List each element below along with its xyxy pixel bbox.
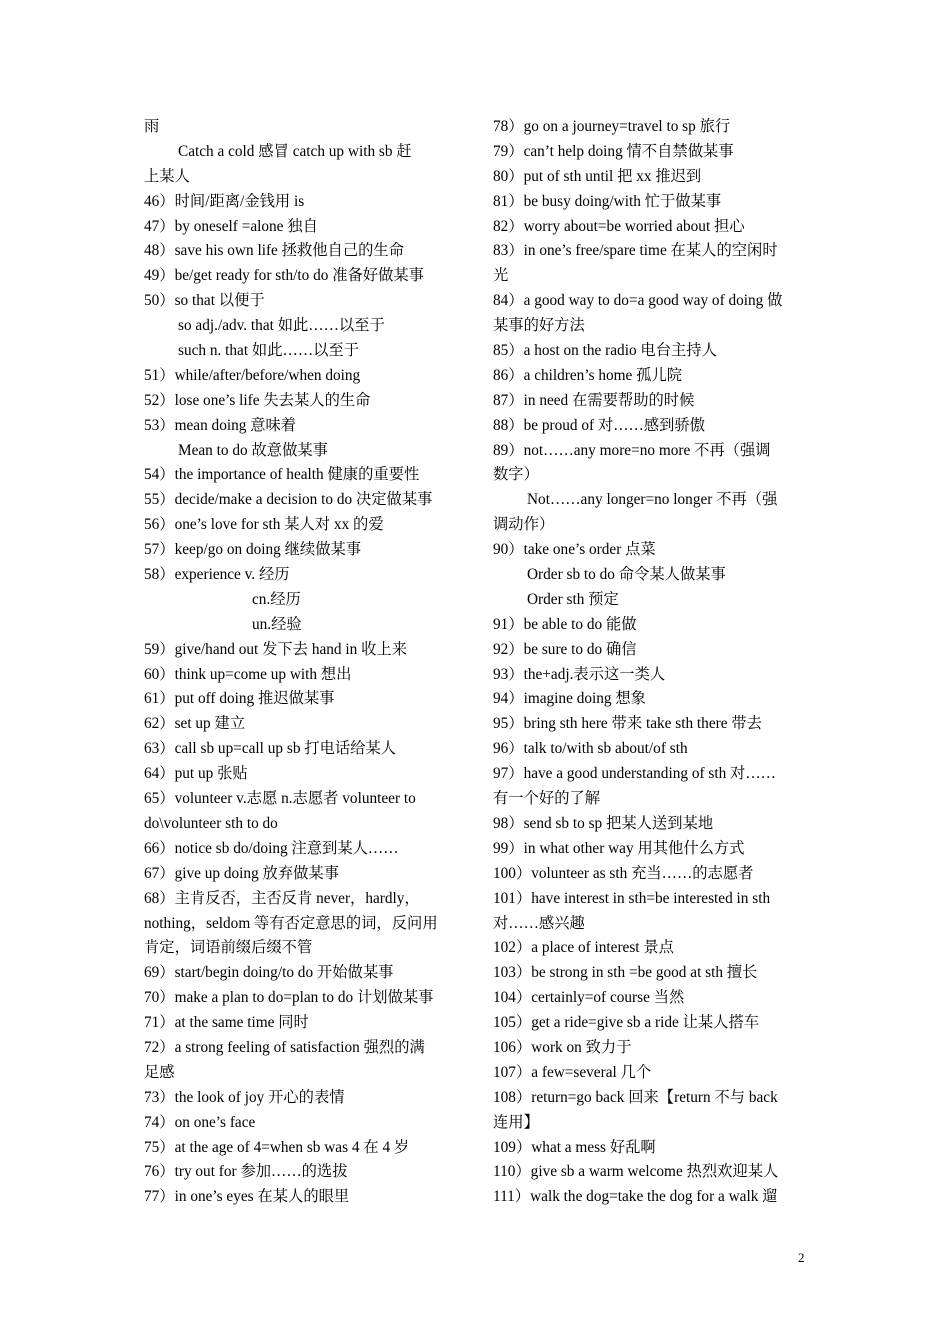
- text-line: Order sb to do 命令某人做某事: [527, 566, 726, 584]
- text-line: 110）give sb a warm welcome 热烈欢迎某人: [493, 1163, 779, 1181]
- text-line: 76）try out for 参加……的选拔: [144, 1163, 348, 1181]
- text-line: 有一个好的了解: [493, 790, 601, 808]
- text-line: 73）the look of joy 开心的表情: [144, 1088, 345, 1106]
- text-line: 连用】: [493, 1113, 539, 1131]
- text-line: 64）put up 张贴: [144, 765, 248, 783]
- text-line: 60）think up=come up with 想出: [144, 665, 352, 683]
- text-line: 75）at the age of 4=when sb was 4 在 4 岁: [144, 1138, 410, 1156]
- text-line: 95）bring sth here 带来 take sth there 带去: [493, 715, 762, 733]
- text-line: 雨: [144, 118, 160, 135]
- text-line: do\volunteer sth to do: [144, 814, 278, 832]
- text-line: 89）not……any more=no more 不再（强调: [493, 441, 771, 459]
- text-line: 49）be/get ready for sth/to do 准备好做某事: [144, 267, 424, 285]
- text-line: 86）a children’s home 孤儿院: [493, 366, 683, 384]
- text-line: 103）be strong in sth =be good at sth 擅长: [493, 964, 758, 982]
- page-number: 2: [798, 1250, 805, 1265]
- text-line: 100）volunteer as sth 充当……的志愿者: [493, 864, 754, 882]
- text-line: Mean to do 故意做某事: [178, 441, 328, 459]
- text-line: 109）what a mess 好乱啊: [493, 1138, 656, 1156]
- text-line: 108）return=go back 回来【return 不与 back: [493, 1088, 778, 1106]
- text-line: 47）by oneself =alone 独自: [144, 217, 318, 235]
- text-line: 91）be able to do 能做: [493, 615, 637, 633]
- text-line: 52）lose one’s life 失去某人的生命: [144, 391, 371, 409]
- text-line: cn.经历: [252, 590, 301, 608]
- text-line: 90）take one’s order 点菜: [493, 541, 656, 559]
- text-line: 调动作）: [493, 516, 555, 534]
- text-line: 79）can’t help doing 情不自禁做某事: [493, 142, 734, 160]
- text-line: 53）mean doing 意味着: [144, 416, 297, 434]
- text-line: 数字）: [493, 466, 539, 484]
- text-line: 光: [493, 267, 509, 285]
- text-line: 88）be proud of 对……感到骄傲: [493, 416, 706, 434]
- text-line: 104）certainly=of course 当然: [493, 989, 685, 1007]
- text-line: 92）be sure to do 确信: [493, 640, 637, 658]
- text-line: 84）a good way to do=a good way of doing 做: [493, 292, 783, 310]
- text-line: 59）give/hand out 发下去 hand in 收上来: [144, 640, 407, 658]
- text-line: 足感: [144, 1063, 175, 1081]
- text-line: 69）start/begin doing/to do 开始做某事: [144, 964, 394, 982]
- text-line: 85）a host on the radio 电台主持人: [493, 342, 717, 360]
- text-line: 107）a few=several 几个: [493, 1063, 652, 1081]
- text-line: 102）a place of interest 景点: [493, 939, 674, 957]
- text-line: 87）in need 在需要帮助的时候: [493, 391, 695, 409]
- left-column: [144, 115, 460, 1210]
- text-line: 67）give up doing 放弃做某事: [144, 864, 340, 882]
- text-line: 80）put of sth until 把 xx 推迟到: [493, 167, 702, 185]
- text-line: 81）be busy doing/with 忙于做某事: [493, 192, 722, 210]
- text-line: Order sth 预定: [527, 590, 619, 608]
- text-line: 111）walk the dog=take the dog for a walk 遛: [493, 1188, 778, 1206]
- text-line: 61）put off doing 推迟做某事: [144, 690, 335, 708]
- text-line: 94）imagine doing 想象: [493, 690, 646, 708]
- text-line: 106）work on 致力于: [493, 1038, 632, 1056]
- text-line: 82）worry about=be worried about 担心: [493, 217, 745, 235]
- text-line: Not……any longer=no longer 不再（强: [527, 491, 778, 509]
- text-line: 50）so that 以便于: [144, 292, 265, 310]
- text-line: 77）in one’s eyes 在某人的眼里: [144, 1188, 350, 1206]
- text-line: 78）go on a journey=travel to sp 旅行: [493, 118, 731, 135]
- text-line: 105）get a ride=give sb a ride 让某人搭车: [493, 1014, 760, 1032]
- text-line: Catch a cold 感冒 catch up with sb 赶: [178, 142, 412, 160]
- text-line: 101）have interest in sth=be interested in sth: [493, 889, 771, 907]
- text-line: 58）experience v. 经历: [144, 566, 290, 584]
- text-line: 97）have a good understanding of sth 对……: [493, 765, 776, 783]
- text-line: 某事的好方法: [493, 317, 585, 335]
- text-line: 99）in what other way 用其他什么方式: [493, 839, 745, 857]
- text-line: 83）in one’s free/spare time 在某人的空闲时: [493, 242, 778, 260]
- text-line: 71）at the same time 同时: [144, 1014, 309, 1032]
- text-line: 70）make a plan to do=plan to do 计划做某事: [144, 989, 434, 1007]
- text-line: 57）keep/go on doing 继续做某事: [144, 541, 362, 559]
- text-line: 96）talk to/with sb about/of sth: [493, 740, 688, 758]
- text-line: so adj./adv. that 如此……以至于: [178, 317, 385, 335]
- text-line: 62）set up 建立: [144, 715, 246, 733]
- text-line: 63）call sb up=call up sb 打电话给某人: [144, 740, 397, 758]
- text-line: 肯定，词语前缀后缀不管: [144, 939, 313, 957]
- text-line: 66）notice sb do/doing 注意到某人……: [144, 839, 399, 857]
- text-line: 对……感兴趣: [493, 914, 585, 932]
- text-line: 48）save his own life 拯救他自己的生命: [144, 242, 405, 260]
- text-line: 51）while/after/before/when doing: [144, 366, 361, 384]
- text-line: 98）send sb to sp 把某人送到某地: [493, 814, 714, 832]
- text-line: 54）the importance of health 健康的重要性: [144, 466, 420, 484]
- text-line: nothing，seldom 等有否定意思的词，反问用: [144, 914, 438, 932]
- text-line: 68）主肯反否，主否反肯 never，hardly，: [144, 889, 420, 907]
- text-line: 上某人: [144, 167, 190, 185]
- text-line: 65）volunteer v.志愿 n.志愿者 volunteer to: [144, 790, 416, 808]
- right-column: [493, 115, 809, 1210]
- text-line: 46）时间/距离/金钱用 is: [144, 192, 305, 210]
- text-line: 56）one’s love for sth 某人对 xx 的爱: [144, 516, 384, 534]
- text-line: 55）decide/make a decision to do 决定做某事: [144, 491, 433, 509]
- text-line: 93）the+adj.表示这一类人: [493, 665, 666, 683]
- text-line: 72）a strong feeling of satisfaction 强烈的满: [144, 1038, 425, 1056]
- text-line: such n. that 如此……以至于: [178, 342, 360, 360]
- text-line: un.经验: [252, 615, 302, 633]
- text-line: 74）on one’s face: [144, 1113, 256, 1131]
